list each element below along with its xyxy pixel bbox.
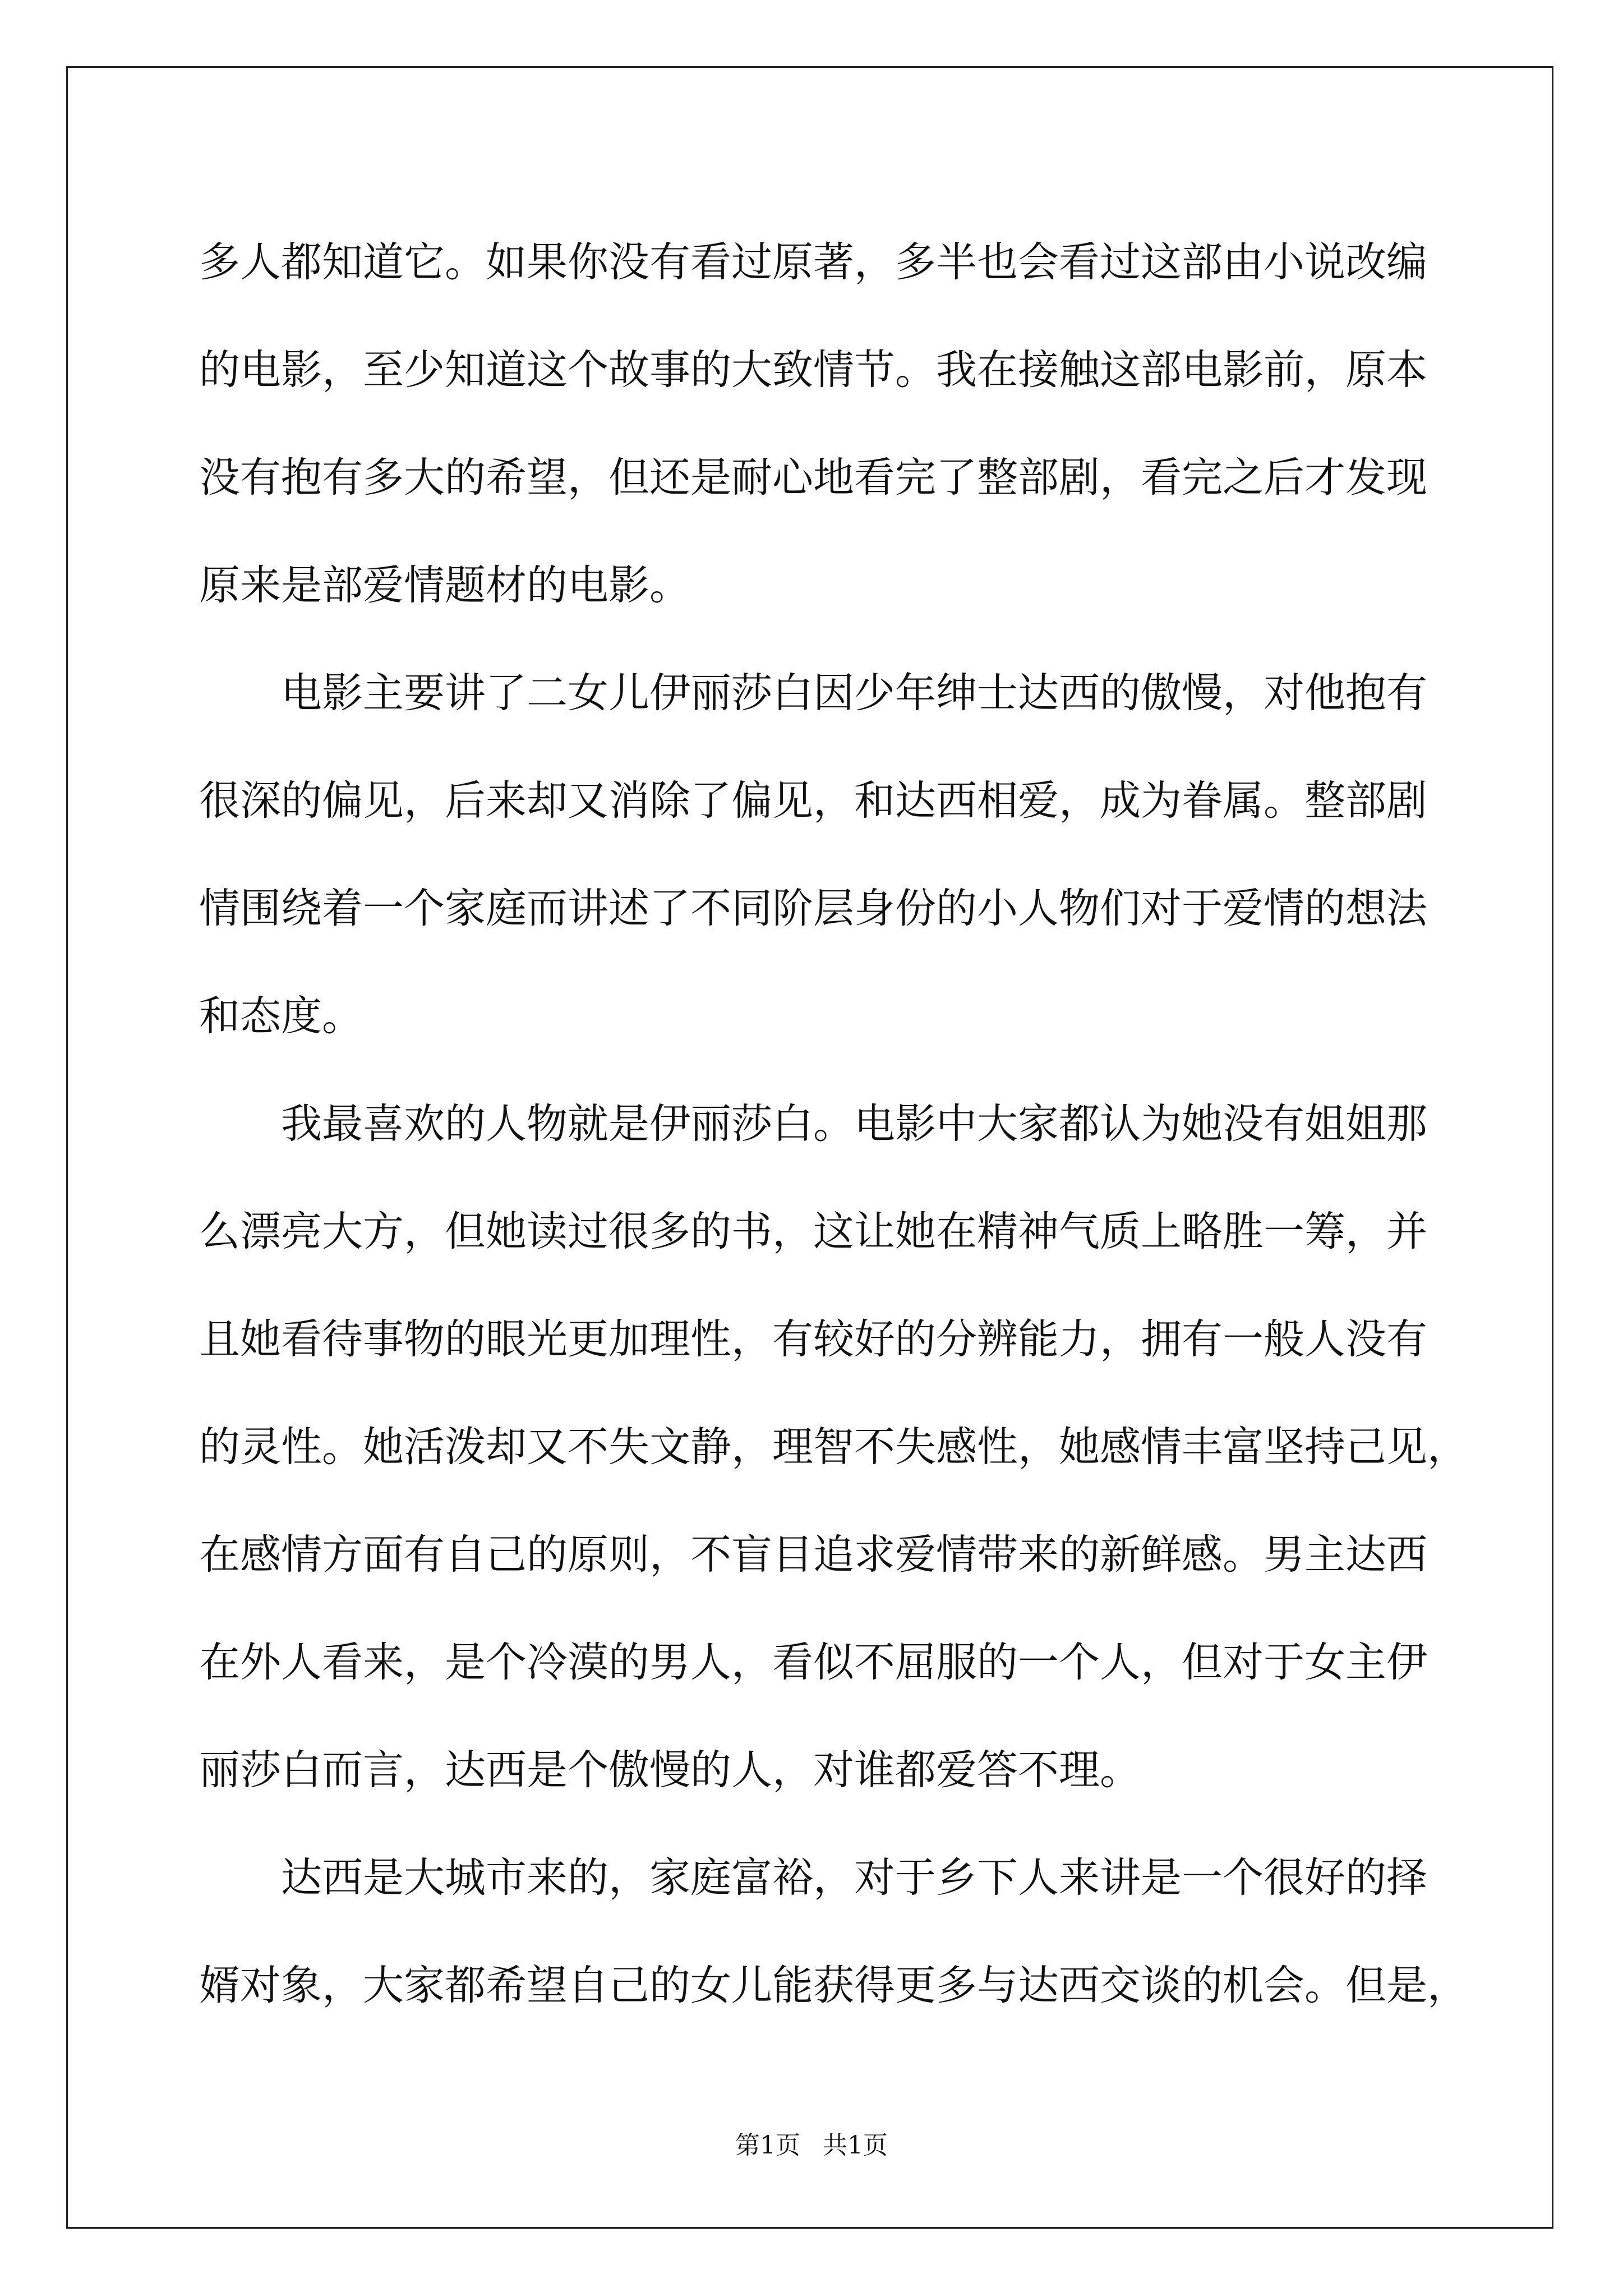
- text-line: 电影主要讲了二女儿伊丽莎白因少年绅士达西的傲慢，对他抱有: [199, 669, 1427, 717]
- text-line: 很深的偏见，后来却又消除了偏见，和达西相爱，成为眷属。整部剧: [199, 777, 1427, 825]
- text-line: 和态度。: [199, 992, 363, 1040]
- text-line: 的电影，至少知道这个故事的大致情节。我在接触这部电影前，原本: [199, 346, 1427, 394]
- text-line: 且她看待事物的眼光更加理性，有较好的分辨能力，拥有一般人没有: [199, 1315, 1427, 1363]
- text-line: 没有抱有多大的希望，但还是耐心地看完了整部剧，看完之后才发现: [199, 454, 1427, 501]
- text-line: 丽莎白而言，达西是个傲慢的人，对谁都爱答不理。: [199, 1746, 1141, 1794]
- text-line: 多人都知道它。如果你没有看过原著，多半也会看过这部由小说改编: [199, 238, 1427, 286]
- text-line: 么漂亮大方，但她读过很多的书，这让她在精神气质上略胜一筹，并: [199, 1208, 1427, 1255]
- text-line: 的灵性。她活泼却又不失文静，理智不失感性，她感情丰富坚持己见，: [199, 1423, 1468, 1471]
- page-total: 共1页: [823, 2131, 888, 2160]
- text-line: 在外人看来，是个冷漠的男人，看似不屈服的一个人，但对于女主伊: [199, 1639, 1427, 1686]
- text-line: 达西是大城市来的，家庭富裕，对于乡下人来讲是一个很好的择: [199, 1854, 1427, 1902]
- page-footer: [0, 2129, 1623, 2162]
- document-body: [199, 209, 1468, 2040]
- text-line: 婿对象，大家都希望自己的女儿能获得更多与达西交谈的机会。但是，: [199, 1962, 1468, 2009]
- text-line: 原来是部爱情题材的电影。: [199, 562, 690, 609]
- text-line: 在感情方面有自己的原则，不盲目追求爱情带来的新鲜感。男主达西: [199, 1531, 1427, 1579]
- text-line: 我最喜欢的人物就是伊丽莎白。电影中大家都认为她没有姐姐那: [199, 1100, 1427, 1148]
- page-number: 第1页: [735, 2131, 800, 2160]
- text-line: 情围绕着一个家庭而讲述了不同阶层身份的小人物们对于爱情的想法: [199, 885, 1427, 932]
